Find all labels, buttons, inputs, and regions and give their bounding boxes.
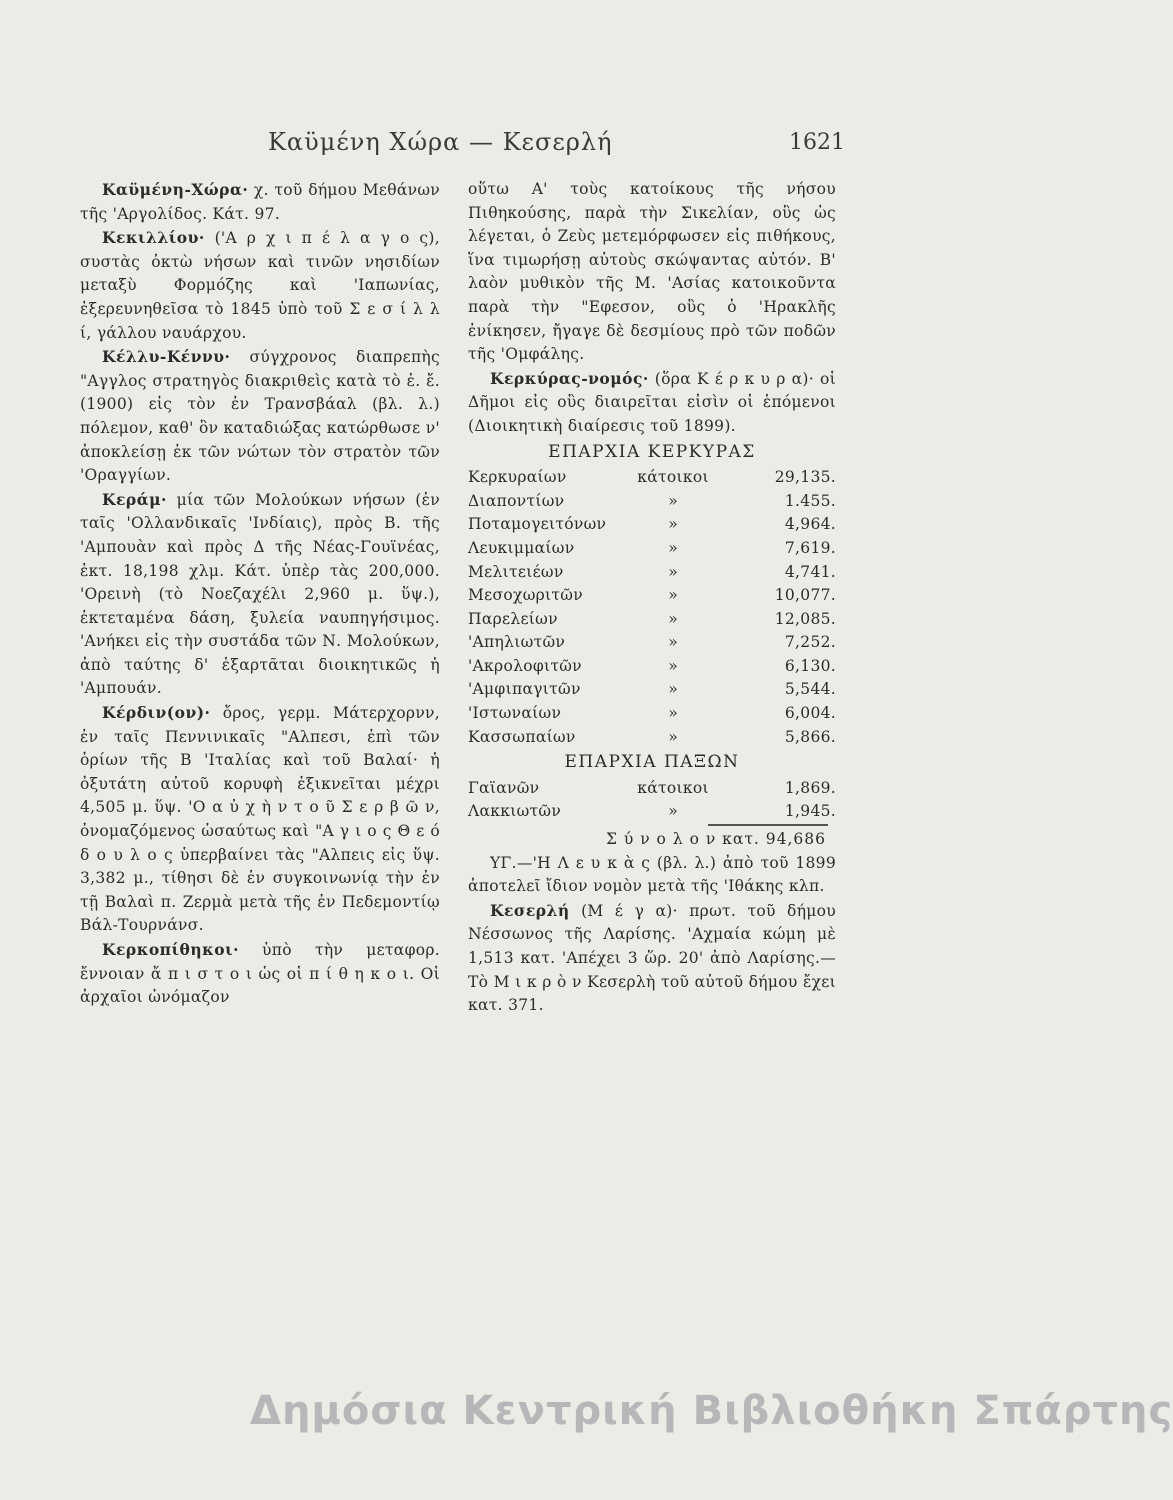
entry-kaymeni-chora — [80, 178, 440, 226]
ditto-mark: » — [668, 586, 678, 605]
ditto-mark: » — [668, 609, 678, 628]
population-value: 7,619. — [784, 538, 836, 557]
entry-kekilliou — [80, 226, 440, 345]
entry-text: μία τῶν Μολούκων νήσων (ἐν ταῖς 'Ολλανδικαῖς 'Ινδίαις), πρὸς Β. τῆς 'Αμπουὰν καὶ πρὸς Δ τῆς Νέας-Γουϊνέας, ἐκτ. 18,198 χλμ. Κάτ. ὑπὲρ τὰς 200,000. 'Ορεινὴ (τὸ Νοεζαχέλι 2,960 μ. ὕψ.), ἐκτεταμένα δάση, ξυλεία ναυπηγήσιμος. 'Ανήκει εἰς τὴν συστάδα τῶν Ν. Μολούκων, ἀπὸ ταύτης δ' ἐξαρτᾶται διοικητικῶς ἡ 'Αμπουάν. — [80, 490, 440, 698]
place-name: Λακκιωτῶν — [468, 802, 562, 821]
ditto-mark: » — [668, 633, 678, 652]
page-header — [0, 128, 1071, 168]
left-column — [80, 178, 440, 1010]
population-row — [468, 678, 836, 702]
population-row — [468, 655, 836, 679]
place-name: Κασσωπαίων — [468, 727, 576, 746]
yp-note: ΥΓ.—'Η Λ ε υ κ ὰ ς (βλ. λ.) ἀπὸ τοῦ 1899 ἀποτελεῖ ἴδιον νομὸν μετὰ τῆς 'Ιθάκης κλπ. — [468, 853, 836, 896]
population-table-paxon — [468, 777, 836, 824]
population-value: 29,135. — [774, 468, 836, 487]
entry-text: (Μ έ γ α)· πρωτ. τοῦ δήμου Νέσσωνος τῆς Λαρίσης. 'Αχμαία κώμη μὲ 1,513 κατ. 'Απέχει 3 ὥρ. 20' ἀπὸ Λαρίσης.— Τὸ Μ ι κ ρ ὸ ν Κεσερλὴ τοῦ αὐτοῦ δήμου ἔχει κατ. 371. — [468, 901, 837, 1015]
headword: Κέλλυ-Κέννυ· — [102, 347, 231, 367]
entry-kerdin — [80, 701, 440, 938]
population-value: 6,004. — [784, 704, 836, 723]
entry-keserli — [468, 899, 836, 1018]
place-name: 'Απηλιωτῶν — [468, 633, 566, 652]
entry-text: σύγχρονος διαπρεπὴς "Αγγλος στρατηγὸς διακριθεὶς κατὰ τὸ ἐ. ἔ. (1900) εἰς τὸν ἐν Τρανσβάαλ (βλ. λ.) πόλεμον, καθ' ὃν καταδιώξας κατώρθωσε ν' ἀποκλείσῃ ἐκ τῶν νώτων τὸν στρατὸν τῶν 'Οραγγίων. — [80, 348, 441, 485]
place-name: Διαποντίων — [468, 491, 565, 510]
ditto-mark: » — [668, 515, 678, 534]
library-watermark: Δημόσια Κεντρική Βιβλιοθήκη Σπάρτης — [250, 1388, 1173, 1434]
ditto-mark: » — [668, 562, 678, 581]
place-name: 'Ακρολοφιτῶν — [468, 656, 582, 675]
entry-kerkopithikoi — [80, 938, 440, 1010]
place-name: 'Ιστωναίων — [468, 704, 562, 723]
population-table-kerkyras — [468, 466, 836, 749]
population-value: 10,077. — [774, 586, 836, 605]
headword: Κεράμ· — [102, 489, 167, 509]
population-row — [468, 584, 836, 608]
ditto-mark: » — [668, 656, 678, 675]
ditto-mark: » — [668, 491, 678, 510]
population-value: 1,869. — [784, 778, 836, 797]
place-name: Γαϊανῶν — [468, 778, 540, 797]
headword: Κερκύρας-νομός· — [490, 368, 649, 388]
entry-text: (ὅρα Κ έ ρ κ υ ρ α)· οἱ Δῆμοι εἰς οὓς διαιρεῖται εἰσὶν οἱ ἑπόμενοι (Διοικητικὴ διαίρεσις τοῦ 1899). — [468, 369, 836, 435]
headword: Καϋμένη-Χώρα· — [102, 180, 249, 199]
population-value: 5,544. — [784, 680, 836, 699]
running-head: Καϋμένη Χώρα — Κεσερλή — [268, 128, 613, 156]
place-name: 'Αμφιπαγιτῶν — [468, 680, 581, 699]
population-row — [468, 608, 836, 632]
place-name: Μεσοχωριτῶν — [468, 586, 583, 605]
entry-text: ὄρος, γερμ. Μάτερχορνν, ἐν ταῖς Πεννινικαῖς "Αλπεσι, ἐπὶ τῶν ὁρίων τῆς Β 'Ιταλίας καὶ τοῦ Βαλαί· ἡ ὀξυτάτη αὐτοῦ κορυφὴ ἐξικνεῖται μέχρι 4,505 μ. ὕψ. 'Ο α ὐ χ ὴ ν τ ο ῦ Σ ε ρ β ῶ ν, ὀνομαζόμενος ὡσαύτως καὶ "Α γ ι ο ς Θ ε ό δ ο υ λ ο ς ὑπερβαίνει τὰς "Αλπεις εἰς ὕψ. 3,382 μ., τίθησι δὲ ἐν συγκοινωνίᾳ τὴν ἐν τῇ Βαλαὶ π. Ζερμὰ μετὰ τῆς ἐν Πεδεμοντίῳ Βάλ-Τουρνάνσ. — [80, 704, 440, 935]
ditto-mark: κάτοικοι — [637, 468, 709, 487]
population-value: 5,866. — [784, 727, 836, 746]
place-name: Παρελείων — [468, 609, 558, 628]
population-row — [468, 513, 836, 537]
population-value: 12,085. — [774, 609, 836, 628]
ditto-mark: » — [668, 680, 678, 699]
population-row — [468, 537, 836, 561]
population-row — [468, 561, 836, 585]
population-value: 1.455. — [784, 491, 836, 510]
entry-text: ὑπὸ τὴν μεταφορ. ἔννοιαν ἄ π ι σ τ ο ι ὡς οἱ π ί θ η κ ο ι. Οἱ ἀρχαῖοι ὠνόμαζον — [80, 941, 440, 1007]
headword: Κεσερλή — [490, 900, 570, 920]
population-row — [468, 631, 836, 655]
entry-text: ('Α ρ χ ι π έ λ α γ ο ς), συστὰς ὀκτὼ νήσων καὶ τινῶν νησιδίων μεταξὺ Φορμόζης καὶ 'Ιαπωνίας, ἐξερευνηθεῖσα τὸ 1845 ὑπὸ τοῦ Σ ε σ ί λ λ ί, γάλλου ναυάρχου. — [80, 229, 440, 342]
population-value: 7,252. — [784, 633, 836, 652]
headword: Κέρδιν(ον)· — [102, 703, 211, 723]
population-value: 4,964. — [784, 515, 836, 534]
population-value: 6,130. — [784, 656, 836, 675]
place-name: Ποταμογειτόνων — [468, 515, 607, 534]
population-total: Σ ύ ν ο λ ο ν κατ. 94,686 — [605, 830, 826, 849]
population-row — [468, 702, 836, 726]
population-row — [468, 490, 836, 514]
right-column — [468, 178, 836, 1018]
population-row — [468, 777, 836, 801]
headword: Κερκοπίθηκοι· — [102, 940, 239, 959]
entry-kelly-kenny — [80, 345, 440, 488]
ditto-mark: » — [668, 727, 678, 746]
ditto-mark: » — [668, 538, 678, 557]
ditto-mark: » — [668, 802, 678, 821]
entry-keram — [80, 488, 440, 701]
entry-continuation: οὕτω Α' τοὺς κατοίκους τῆς νήσου Πιθηκούσης, παρὰ τὴν Σικελίαν, οὓς ὡς λέγεται, ὁ Ζεὺς μετεμόρφωσεν εἰς πιθήκους, ἵνα τιμωρήσῃ αὐτοὺς σκώψαντας αὐτόν. Β' λαὸν μυθικὸν τῆς Μ. 'Ασίας κατοικοῦντα παρὰ τὴν "Εφεσον, οὓς ὁ 'Ηρακλῆς ἐνίκησεν, ἤγαγε δὲ δεσμίους πρὸ τῶν ποδῶν τῆς 'Ομφάλης. — [468, 180, 836, 364]
entry-text: χ. τοῦ δήμου Μεθάνων τῆς 'Αργολίδος. Κάτ. 97. — [80, 181, 441, 223]
section-title-paxon: ΕΠΑΡΧΙΑ ΠΑΞΩΝ — [564, 752, 740, 773]
place-name: Κερκυραίων — [468, 468, 567, 487]
place-name: Μελιτειέων — [468, 562, 564, 581]
population-value: 1,945. — [784, 802, 836, 821]
population-value: 4,741. — [784, 562, 836, 581]
headword: Κεκιλλίου· — [102, 228, 205, 248]
ditto-mark: κάτοικοι — [637, 778, 709, 797]
place-name: Λευκιμμαίων — [468, 538, 575, 557]
section-title-kerkyras: ΕΠΑΡΧΙΑ ΚΕΡΚΥΡΑΣ — [548, 441, 756, 462]
population-row — [468, 726, 836, 750]
population-row — [468, 466, 836, 490]
ditto-mark: » — [668, 704, 678, 723]
entry-kerkyras-nomos — [468, 367, 836, 439]
population-row — [468, 800, 836, 824]
page-number: 1621 — [789, 130, 845, 155]
